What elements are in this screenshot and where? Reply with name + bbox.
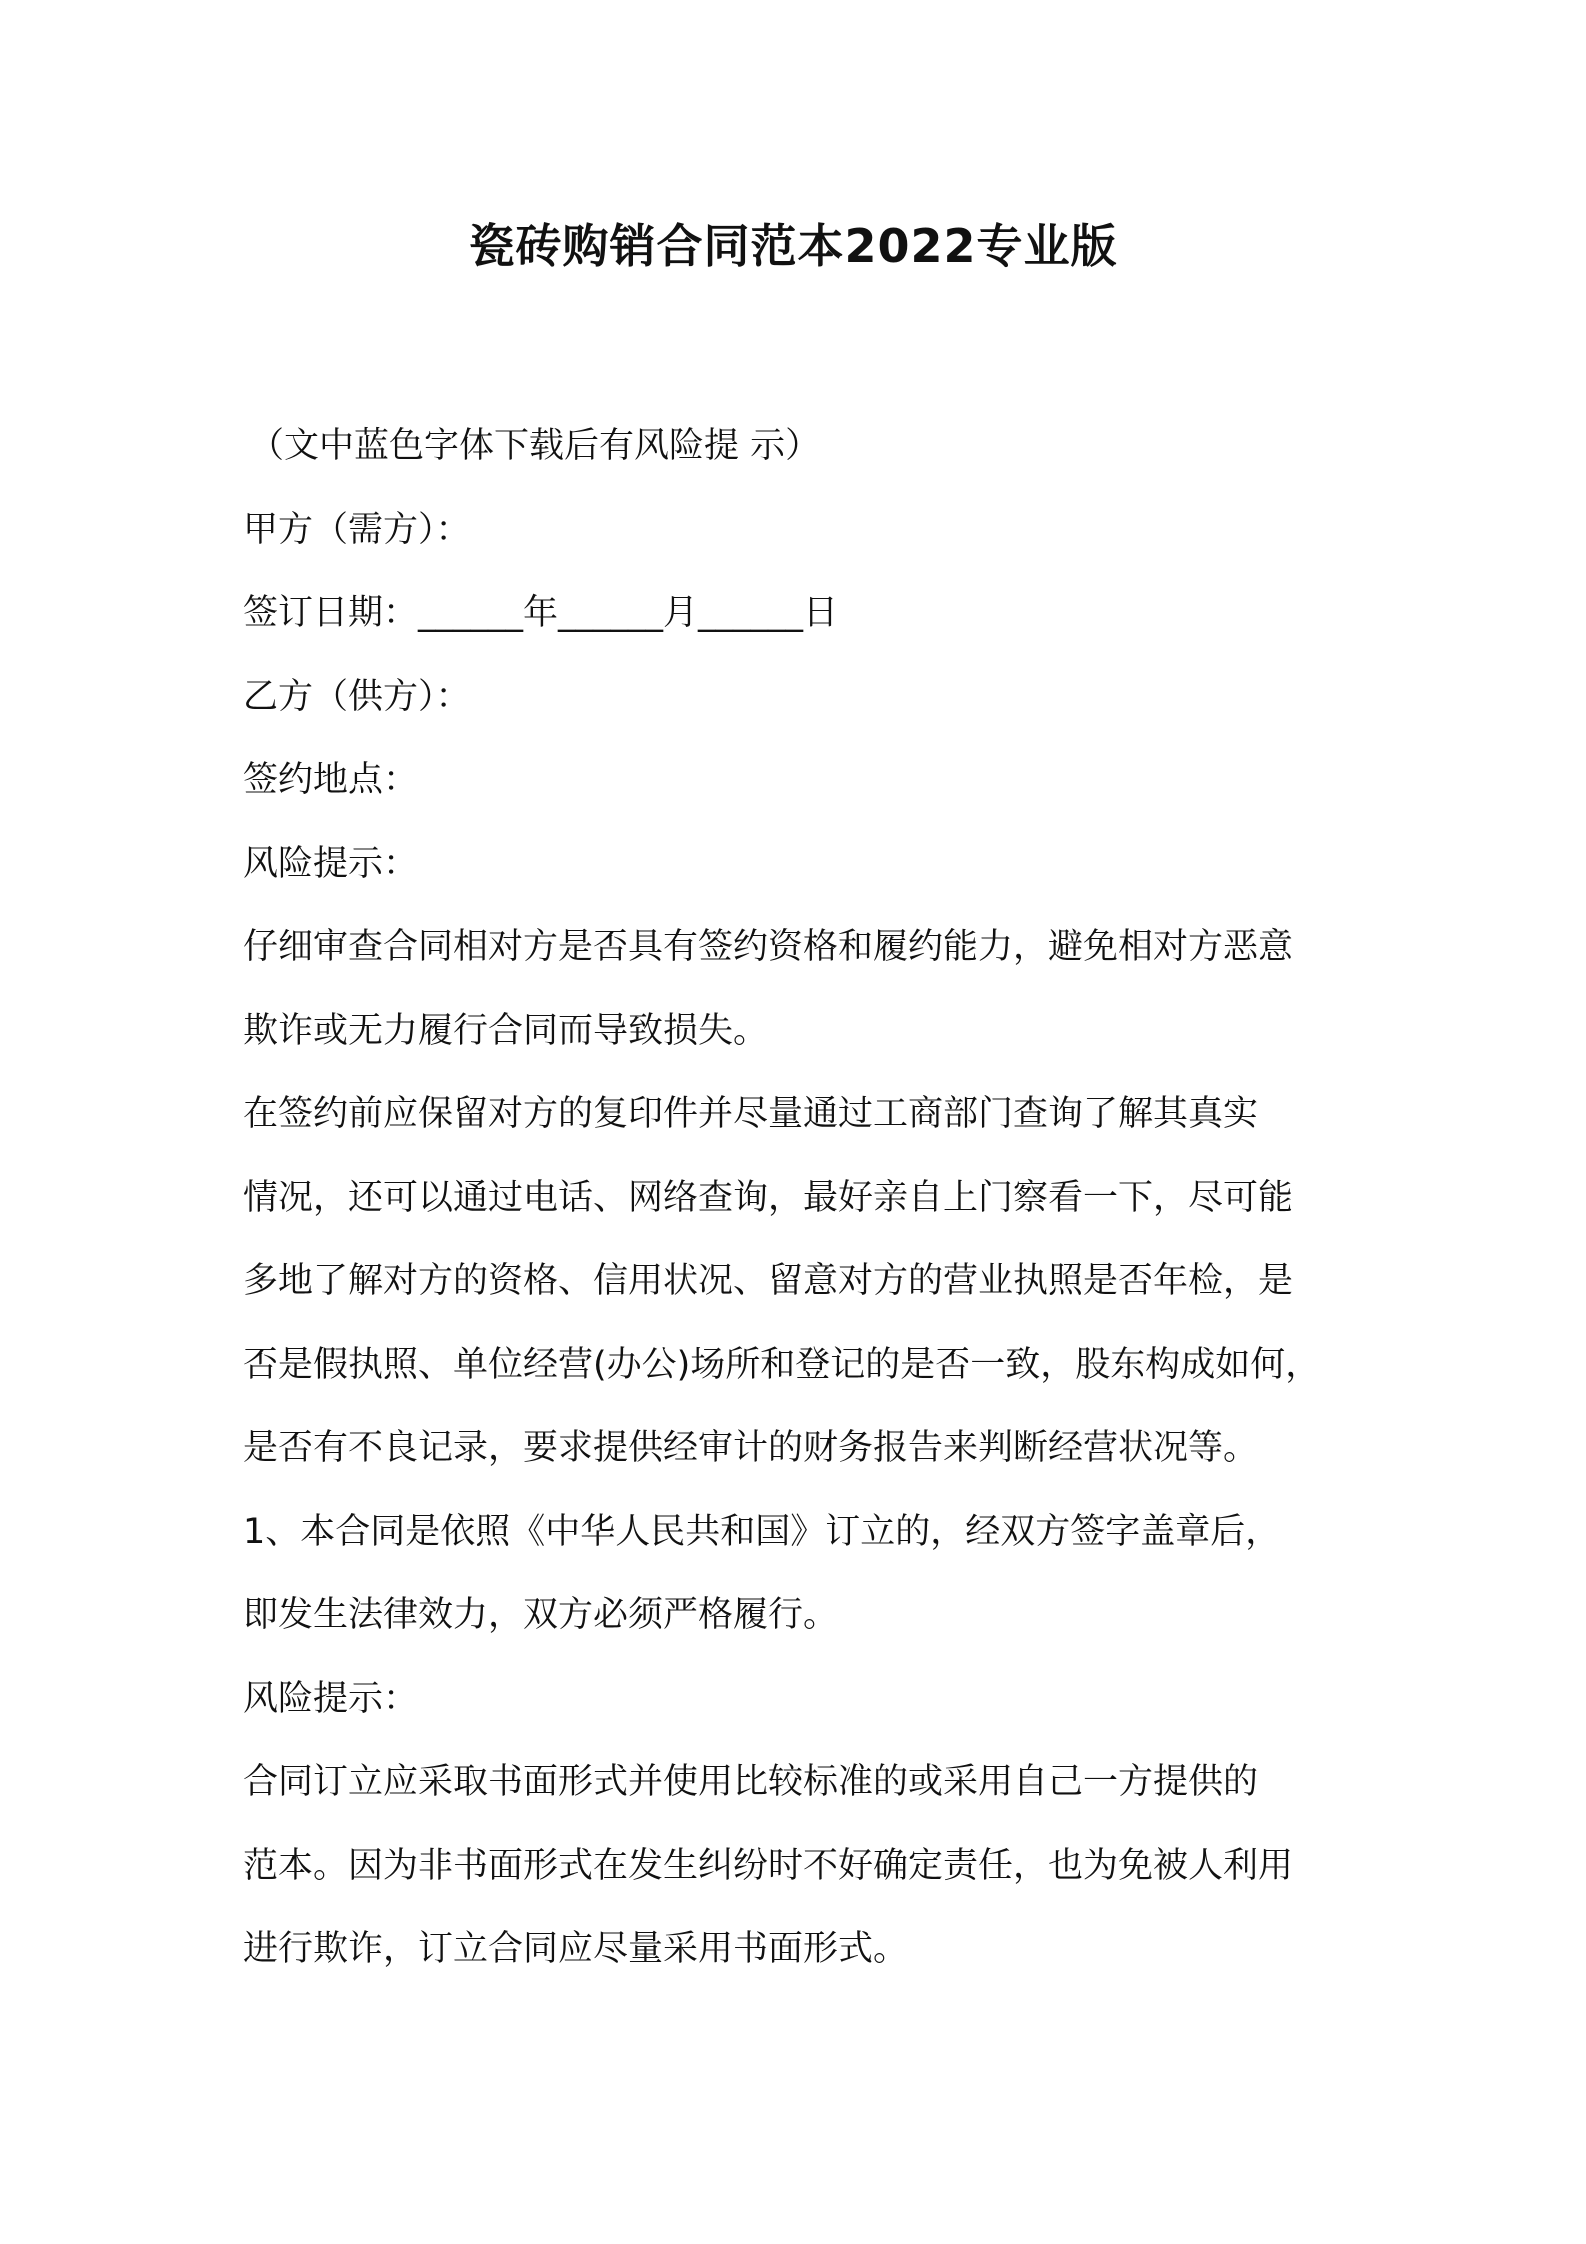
- paragraph-line: 是否有不良记录，要求提供经审计的财务报告来判断经营状况等。: [243, 1428, 1259, 1468]
- signing-date-line: 签订日期：______年______月______日: [243, 593, 839, 633]
- paragraph-line: 仔细审查合同相对方是否具有签约资格和履约能力，避免相对方恶意: [243, 927, 1294, 967]
- risk-heading-1: 风险提示：: [243, 843, 419, 884]
- paragraph-line: 情况，还可以通过电话、网络查询，最好亲自上门察看一下，尽可能: [243, 1177, 1294, 1218]
- paragraph-line: 否是假执照、单位经营(办公)场所和登记的是否一致，股东构成如何，: [243, 1344, 1321, 1385]
- document-body: [243, 405, 1358, 1992]
- paragraph-line: 多地了解对方的资格、信用状况、留意对方的营业执照是否年检，是: [243, 1261, 1294, 1301]
- paragraph-line: 在签约前应保留对方的复印件并尽量通过工商部门查询了解其真实: [243, 1094, 1259, 1134]
- party-b-label: 乙方（供方）：: [243, 676, 471, 717]
- download-risk-note: （文中蓝色字体下载后有风险提 示）: [249, 426, 821, 466]
- party-a-label: 甲方（需方）：: [243, 509, 471, 550]
- paragraph-line: 范本。因为非书面形式在发生纠纷时不好确定责任，也为免被人利用: [243, 1845, 1294, 1886]
- clause-1-line: 1、本合同是依照《中华人民共和国》订立的，经双方签字盖章后，: [243, 1511, 1281, 1552]
- document-title: 瓷砖购销合同范本2022专业版: [468, 219, 1118, 273]
- paragraph-line: 进行欺诈，订立合同应尽量采用书面形式。: [243, 1929, 909, 1969]
- signing-place-label: 签约地点：: [243, 760, 419, 800]
- paragraph-line: 合同订立应采取书面形式并使用比较标准的或采用自己一方提供的: [243, 1762, 1259, 1802]
- clause-1-line: 即发生法律效力，双方必须严格履行。: [243, 1595, 839, 1635]
- risk-heading-2: 风险提示：: [243, 1678, 419, 1719]
- paragraph-line: 欺诈或无力履行合同而导致损失。: [243, 1010, 769, 1051]
